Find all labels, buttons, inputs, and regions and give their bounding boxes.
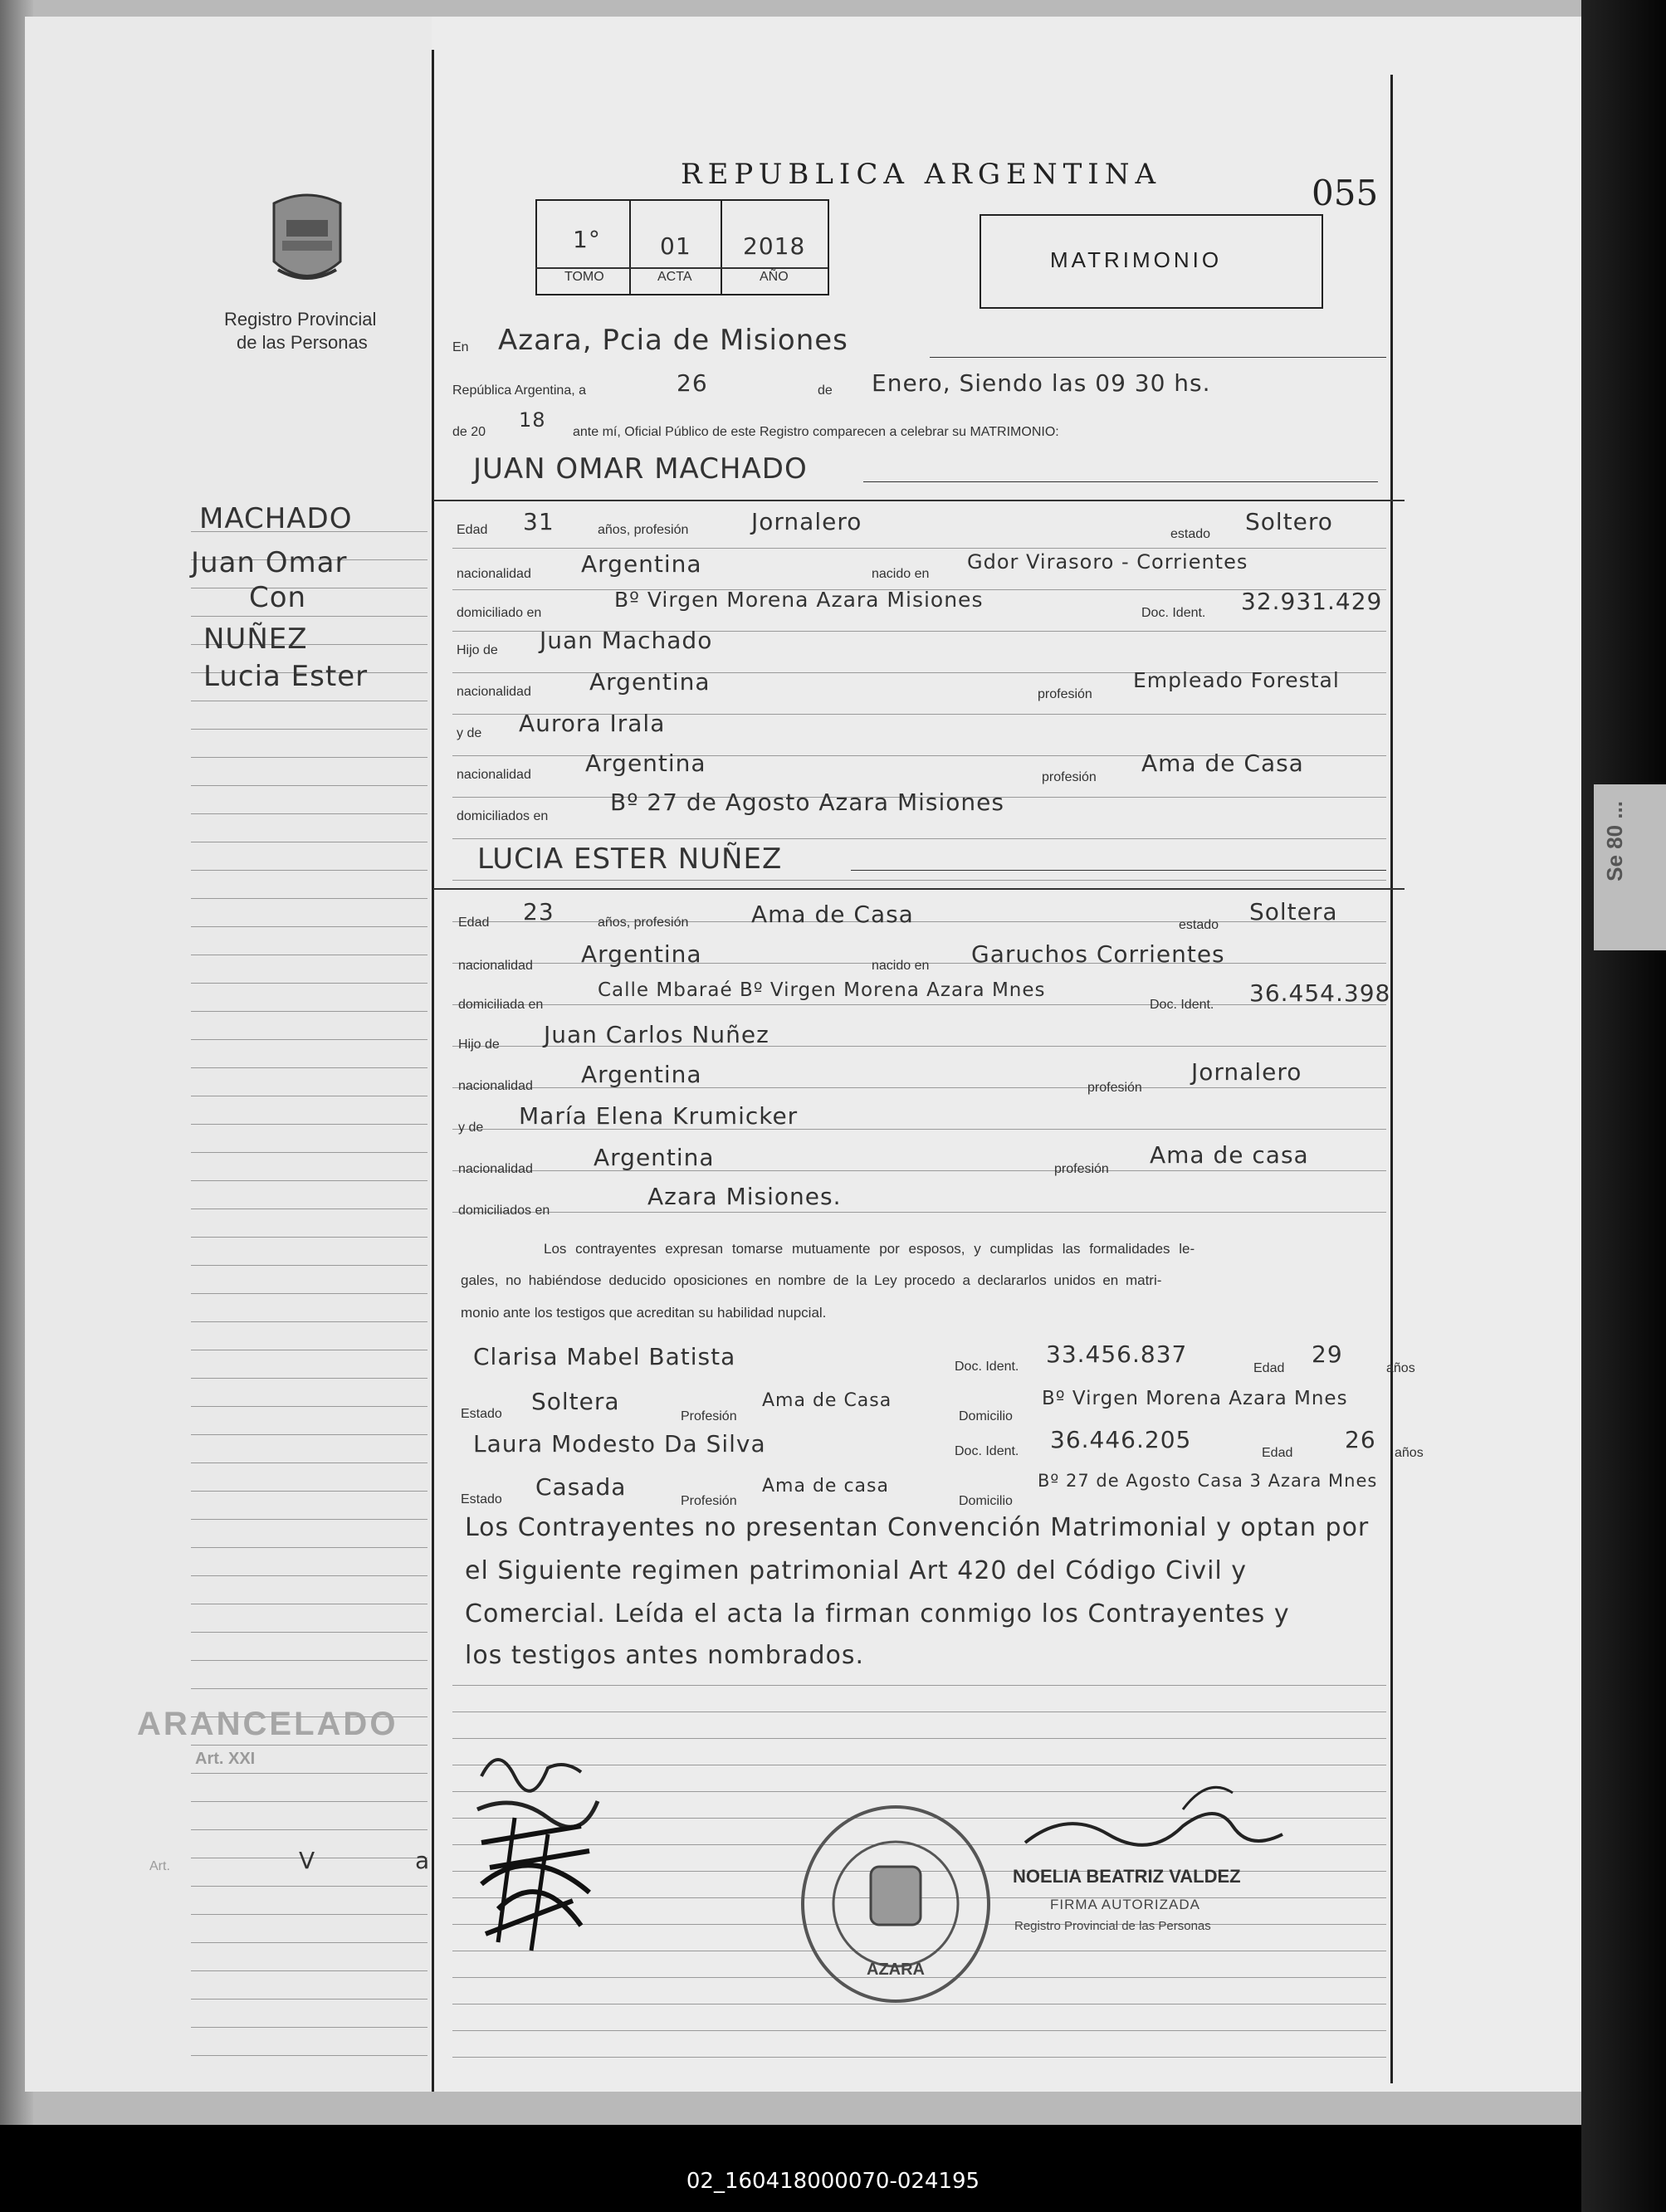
ledger-line — [191, 1011, 427, 1012]
month-time-value: Enero, Siendo las 09 30 hs. — [872, 369, 1211, 397]
ledger-line — [191, 785, 427, 786]
doc-label: Doc. Ident. — [1141, 606, 1206, 620]
nac-label: nacionalidad — [458, 1162, 533, 1176]
bride-nationality: Argentina — [581, 940, 702, 968]
bride-mother-profession: Ama de casa — [1150, 1141, 1309, 1169]
ledger-line — [191, 983, 427, 984]
ledger-line — [191, 926, 427, 927]
ledger-line — [191, 2027, 427, 2028]
ledger-line — [452, 1685, 1386, 1686]
ledger-line — [191, 1406, 427, 1407]
page-number: 055 — [1312, 173, 1379, 213]
art-label: Art. — [149, 1859, 170, 1873]
nac-label: nacionalidad — [458, 959, 533, 973]
ledger-line — [191, 1688, 427, 1689]
record-divider — [721, 199, 722, 294]
groom-father-profession: Empleado Forestal — [1133, 668, 1340, 692]
edad-label: Edad — [458, 916, 490, 930]
domicilio-label: Domicilio — [959, 1409, 1013, 1423]
ledger-line — [191, 1321, 427, 1322]
estado-label: Estado — [461, 1492, 502, 1506]
bride-father-profession: Jornalero — [1191, 1058, 1302, 1086]
groom-parents-address: Bº 27 de Agosto Azara Misiones — [610, 789, 1004, 816]
ledger-line — [191, 1265, 427, 1266]
ledger-line — [191, 1067, 427, 1068]
anio-value: 2018 — [743, 232, 806, 260]
arancelado-stamp: ARANCELADO — [137, 1706, 398, 1742]
groom-mother: Aurora Irala — [519, 710, 666, 737]
ledger-line — [452, 2030, 1386, 2031]
profesion-label: Profesión — [681, 1409, 737, 1423]
declaration-line-1: Los contrayentes expresan tomarse mutuamente por esposos, y cumplidas las formalidades le- — [544, 1241, 1195, 1257]
ledger-line — [452, 1212, 1386, 1213]
groom-age: 31 — [523, 508, 555, 535]
ledger-line — [191, 813, 427, 814]
estado-label: estado — [1179, 918, 1219, 932]
groom-mother-profession: Ama de Casa — [1141, 750, 1304, 777]
margin-surname-groom: MACHADO — [199, 502, 353, 535]
ra-label: República Argentina, a — [452, 383, 586, 398]
bride-father: Juan Carlos Nuñez — [544, 1021, 769, 1048]
anos-prof-label: años, profesión — [598, 523, 689, 537]
registry-name-line1: Registro Provincial — [224, 309, 377, 330]
ledger-line — [191, 1773, 427, 1774]
ledger-line — [191, 1942, 427, 1943]
witness1-age: 29 — [1312, 1340, 1343, 1368]
witness2-age: 26 — [1345, 1426, 1376, 1453]
nac-label: nacionalidad — [458, 1079, 533, 1093]
doms-label: domiciliados en — [458, 1204, 550, 1218]
ledger-line — [191, 729, 427, 730]
ledger-line — [191, 1462, 427, 1463]
ledger-line — [191, 616, 427, 617]
official-title: FIRMA AUTORIZADA — [1050, 1897, 1200, 1912]
groom-nationality: Argentina — [581, 550, 702, 578]
bride-profession: Ama de Casa — [751, 901, 914, 928]
bride-address: Calle Mbaraé Bº Virgen Morena Azara Mnes — [598, 979, 1046, 1001]
ledger-line — [452, 2057, 1386, 2058]
prof-label: profesión — [1042, 770, 1097, 784]
witness1-doc: 33.456.837 — [1046, 1340, 1188, 1368]
note-line-1: Los Contrayentes no presentan Convención Matrimonial y optan por — [465, 1513, 1370, 1542]
estado-label: estado — [1170, 527, 1211, 541]
bride-birthplace: Garuchos Corrientes — [971, 940, 1225, 968]
ledger-line — [191, 1575, 427, 1576]
anos-label: años — [1386, 1361, 1415, 1375]
ledger-line — [191, 870, 427, 871]
witness1-address: Bº Virgen Morena Azara Mnes — [1042, 1388, 1348, 1409]
ledger-line — [452, 1170, 1386, 1171]
nac-label: nacionalidad — [457, 685, 531, 699]
estado-label: Estado — [461, 1407, 502, 1421]
doms-label: domiciliados en — [457, 809, 549, 823]
witness2-profession: Ama de casa — [762, 1476, 889, 1497]
edad-label: Edad — [457, 523, 488, 537]
nac-label: nacionalidad — [457, 567, 531, 581]
ledger-line — [191, 1237, 427, 1238]
ledger-line — [191, 1378, 427, 1379]
intro-text: ante mí, Oficial Público de este Registro comparecen a celebrar su MATRIMONIO: — [573, 425, 1059, 439]
anos-prof-label: años, profesión — [598, 916, 689, 930]
ledger-line — [191, 898, 427, 899]
ledger-line — [191, 1039, 427, 1040]
fill-line — [863, 481, 1378, 482]
ledger-line — [452, 548, 1386, 549]
declaration-line-3: monio ante los testigos que acreditan su habilidad nupcial. — [461, 1305, 827, 1321]
groom-name: JUAN OMAR MACHADO — [473, 452, 808, 486]
bride-mother: María Elena Krumicker — [519, 1102, 799, 1130]
record-divider — [629, 199, 631, 294]
ledger-line — [191, 1829, 427, 1830]
margin-con: Con — [249, 581, 307, 614]
ledger-line — [191, 1999, 427, 2000]
groom-birthplace: Gdor Virasoro - Corrientes — [967, 550, 1248, 574]
edad-label: Edad — [1262, 1446, 1293, 1460]
nacido-label: nacido en — [872, 567, 930, 581]
witness2-status: Casada — [535, 1473, 627, 1501]
record-divider — [535, 267, 828, 269]
prof-label: profesión — [1054, 1162, 1109, 1176]
edad-label: Edad — [1253, 1361, 1285, 1375]
ledger-line — [191, 1519, 427, 1520]
ledger-line — [191, 1547, 427, 1548]
ledger-line — [191, 1491, 427, 1492]
nacido-label: nacido en — [872, 959, 930, 973]
ledger-line — [191, 1180, 427, 1181]
groom-address: Bº Virgen Morena Azara Misiones — [614, 588, 984, 612]
dom-label: domiciliada en — [458, 998, 544, 1012]
witness2-doc: 36.446.205 — [1050, 1426, 1192, 1453]
anos-label: años — [1395, 1446, 1424, 1460]
fill-line — [851, 870, 1386, 871]
act-type: MATRIMONIO — [1050, 247, 1223, 272]
section-divider — [433, 500, 1405, 501]
ledger-line — [191, 2055, 427, 2056]
acta-value: 01 — [660, 232, 691, 260]
right-dark-edge — [1581, 0, 1666, 2212]
ledger-line — [191, 1886, 427, 1887]
bride-mother-nationality: Argentina — [594, 1144, 715, 1171]
ledger-line — [191, 1914, 427, 1915]
official-org: Registro Provincial de las Personas — [1014, 1919, 1211, 1933]
ledger-line — [452, 1738, 1386, 1739]
bride-name: LUCIA ESTER NUÑEZ — [477, 842, 783, 876]
ledger-line — [191, 1801, 427, 1802]
yde-label: y de — [458, 1121, 484, 1135]
registry-name-line2: de las Personas — [237, 332, 368, 353]
en-label: En — [452, 340, 469, 354]
official-signature — [1017, 1776, 1291, 1872]
margin-rule — [432, 50, 434, 2092]
art-v-value: V — [299, 1847, 316, 1874]
groom-profession: Jornalero — [751, 508, 862, 535]
bride-father-nationality: Argentina — [581, 1061, 702, 1088]
ledger-line — [452, 838, 1386, 839]
ledger-line — [191, 1293, 427, 1294]
margin-given-groom: Juan Omar — [191, 546, 348, 579]
dom-label: domiciliado en — [457, 606, 542, 620]
art-a-value: a — [415, 1847, 431, 1874]
domicilio-label: Domicilio — [959, 1494, 1013, 1508]
ledger-line — [452, 1711, 1386, 1712]
note-line-3: Comercial. Leída el acta la firman conmigo los Contrayentes y — [465, 1599, 1290, 1628]
bride-status: Soltera — [1249, 898, 1338, 925]
tomo-label: TOMO — [564, 270, 604, 284]
day-value: 26 — [677, 369, 708, 397]
acta-label: ACTA — [657, 270, 692, 284]
fill-line — [930, 357, 1386, 358]
groom-doc: 32.931.429 — [1241, 588, 1383, 615]
doc-label: Doc. Ident. — [955, 1444, 1019, 1458]
ledger-line — [191, 1632, 427, 1633]
groom-father: Juan Machado — [540, 627, 713, 654]
anio-label: AÑO — [760, 270, 789, 284]
witness1-name: Clarisa Mabel Batista — [473, 1343, 736, 1370]
de-label: de — [818, 383, 833, 398]
witness1-profession: Ama de Casa — [762, 1390, 892, 1411]
ledger-line — [191, 1152, 427, 1153]
ledger-line — [191, 1970, 427, 1971]
witness2-name: Laura Modesto Da Silva — [473, 1430, 766, 1458]
ledger-line — [191, 1124, 427, 1125]
spouse-signatures — [465, 1743, 614, 1963]
doc-label: Doc. Ident. — [955, 1360, 1019, 1374]
groom-father-nationality: Argentina — [589, 668, 711, 696]
place-value: Azara, Pcia de Misiones — [498, 324, 848, 357]
bride-parents-address: Azara Misiones. — [647, 1183, 842, 1210]
country-title: REPUBLICA ARGENTINA — [681, 158, 1162, 191]
ledger-line — [191, 1434, 427, 1435]
right-rule — [1390, 75, 1393, 2083]
side-label-tab: Se 80 ... — [1594, 784, 1666, 950]
nac-label: nacionalidad — [457, 768, 531, 782]
doc-label: Doc. Ident. — [1150, 998, 1214, 1012]
tomo-value: 1° — [573, 226, 601, 253]
witness1-status: Soltera — [531, 1388, 620, 1415]
hijo-label: Hijo de — [458, 1038, 500, 1052]
ledger-line — [452, 1004, 1386, 1005]
witness2-address: Bº 27 de Agosto Casa 3 Azara Mnes — [1038, 1471, 1378, 1491]
stamp-place: AZARA — [867, 1961, 925, 1979]
groom-mother-nationality: Argentina — [585, 750, 706, 777]
profesion-label: Profesión — [681, 1494, 737, 1508]
note-line-2: el Siguiente regimen patrimonial Art 420 del Código Civil y — [465, 1556, 1248, 1585]
margin-given-bride: Lucia Ester — [203, 660, 369, 693]
year-prefix: de 20 — [452, 425, 486, 439]
ledger-line — [452, 921, 1386, 922]
bride-doc: 36.454.398 — [1249, 979, 1391, 1007]
groom-status: Soltero — [1245, 508, 1333, 535]
prof-label: profesión — [1087, 1081, 1142, 1095]
section-divider — [433, 888, 1405, 890]
ledger-line — [191, 1660, 427, 1661]
yde-label: y de — [457, 726, 482, 740]
declaration-line-2: gales, no habiéndose deducido oposiciones en nombre de la Ley procedo a declararlos unidos en matri- — [461, 1272, 1162, 1288]
official-name: NOELIA BEATRIZ VALDEZ — [1013, 1866, 1241, 1887]
bride-age: 23 — [523, 898, 555, 925]
margin-surname-bride: NUÑEZ — [203, 623, 308, 656]
image-caption: 02_160418000070-024195 — [686, 2169, 980, 2194]
ledger-line — [452, 880, 1386, 881]
note-line-4: los testigos antes nombrados. — [465, 1641, 865, 1670]
arancelado-article: Art. XXI — [195, 1750, 256, 1768]
year-suffix: 18 — [519, 408, 546, 432]
registry-round-stamp — [801, 1805, 990, 2003]
hijo-label: Hijo de — [457, 643, 498, 657]
prof-label: profesión — [1038, 687, 1092, 701]
provincial-seal-icon — [257, 187, 357, 295]
ledger-line — [191, 1745, 427, 1746]
ledger-line — [191, 757, 427, 758]
